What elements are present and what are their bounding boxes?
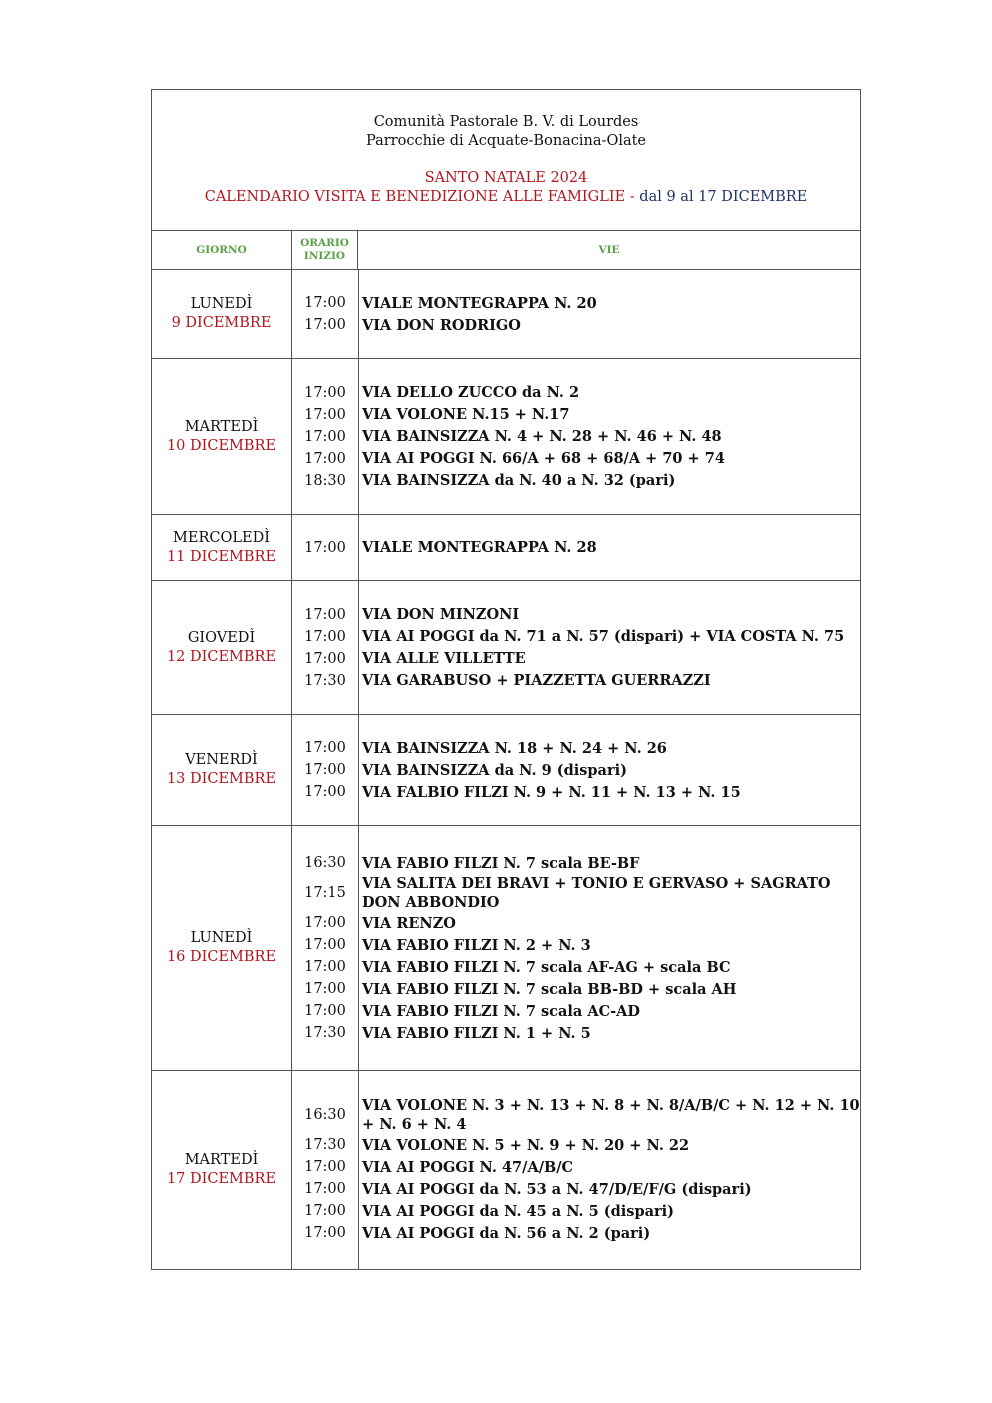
entry-street: VIALE MONTEGRAPPA N. 20 <box>362 294 597 312</box>
entry-street: VIA FABIO FILZI N. 2 + N. 3 <box>362 936 591 954</box>
schedule-entry <box>292 626 860 648</box>
day-date: 10 DICEMBRE <box>166 437 277 454</box>
entry-time: 17:00 <box>304 1003 346 1019</box>
schedule-entry <box>292 1022 860 1044</box>
schedule-entry <box>292 670 860 692</box>
entry-time: 18:30 <box>304 472 346 489</box>
entry-time: 17:00 <box>304 1181 346 1197</box>
day-cell <box>152 715 292 826</box>
schedule-entry <box>292 604 860 626</box>
day-row <box>152 581 861 715</box>
entry-time: 17:00 <box>304 1203 346 1219</box>
entry-time: 17:00 <box>304 628 346 645</box>
org-line-1: Comunità Pastorale B. V. di Lourdes <box>373 114 639 130</box>
schedule-entry <box>292 978 860 1000</box>
entry-time: 17:00 <box>304 539 346 556</box>
entry-street: VIA FALBIO FILZI N. 9 + N. 11 + N. 13 + N. 15 <box>362 783 741 801</box>
entry-street: VIA VOLONE N. 3 + N. 13 + N. 8 + N. 8/A/B/C + N. 12 + N. 10 + N. 6 + N. 4 <box>362 1097 860 1133</box>
schedule-entry <box>292 1000 860 1022</box>
entry-time: 17:00 <box>304 937 346 953</box>
column-header-row <box>152 231 861 270</box>
day-row <box>152 826 861 1071</box>
schedule-entry <box>292 1200 860 1222</box>
entry-street: VIA FABIO FILZI N. 7 scala AC-AD <box>362 1002 640 1020</box>
day-row <box>152 270 861 359</box>
schedule-entry <box>292 382 860 404</box>
entry-street: VIA BAINSIZZA N. 4 + N. 28 + N. 46 + N. 48 <box>362 428 722 445</box>
column-header-orario <box>292 231 358 270</box>
schedule-entry <box>292 292 860 314</box>
day-name: MERCOLEDÌ <box>173 529 270 546</box>
entry-street: VIA BAINSIZZA da N. 40 a N. 32 (pari) <box>362 472 676 489</box>
day-name: LUNEDÌ <box>190 930 253 946</box>
entry-street: VIA AI POGGI N. 66/A + 68 + 68/A + 70 + 74 <box>362 450 725 467</box>
entry-time: 17:30 <box>304 1025 346 1041</box>
entry-street: VIA AI POGGI da N. 56 a N. 2 (pari) <box>362 1224 651 1242</box>
entry-street: VIA FABIO FILZI N. 7 scala BB-BD + scala AH <box>362 980 737 998</box>
entry-time: 17:00 <box>304 406 346 423</box>
schedule-entry <box>292 1222 860 1244</box>
day-date: 13 DICEMBRE <box>166 771 277 787</box>
day-cell <box>152 1071 292 1270</box>
schedule-entry <box>292 874 860 912</box>
entry-time: 17:15 <box>304 885 346 901</box>
schedule-table <box>151 89 861 1270</box>
day-cell <box>152 581 292 715</box>
entries-cell <box>292 515 861 581</box>
day-name: MARTEDÌ <box>184 1152 259 1168</box>
entry-street: VIA DON MINZONI <box>362 606 520 623</box>
event-title: SANTO NATALE 2024 <box>424 170 588 186</box>
entry-time: 17:00 <box>304 915 346 931</box>
entry-time: 17:00 <box>304 1159 346 1175</box>
day-rows <box>152 270 861 1270</box>
schedule-entry <box>292 537 860 559</box>
entry-street: VIA FABIO FILZI N. 7 scala AF-AG + scala BC <box>362 958 731 976</box>
entries-cell <box>292 826 861 1071</box>
entry-time: 16:30 <box>304 1107 346 1123</box>
day-date: 12 DICEMBRE <box>166 648 277 665</box>
entry-street: VIA FABIO FILZI N. 1 + N. 5 <box>362 1024 591 1042</box>
day-date: 9 DICEMBRE <box>171 315 272 331</box>
entry-time: 17:00 <box>304 295 346 311</box>
document-header <box>152 90 861 231</box>
schedule-entry <box>292 470 860 492</box>
entry-street: VIA ALLE VILLETTE <box>362 650 526 667</box>
entry-time: 17:00 <box>304 384 346 401</box>
entry-time: 17:30 <box>304 672 346 689</box>
entry-time: 17:00 <box>304 317 346 333</box>
entry-time: 17:00 <box>304 784 346 800</box>
entries-cell <box>292 359 861 515</box>
entries-cell <box>292 1071 861 1270</box>
entries-cell <box>292 270 861 359</box>
entry-street: VIALE MONTEGRAPPA N. 28 <box>362 539 597 556</box>
org-line-2: Parrocchie di Acquate-Bonacina-Olate <box>365 133 647 149</box>
schedule-entry <box>292 912 860 934</box>
calendar-title: CALENDARIO VISITA E BENEDIZIONE ALLE FAMIGLIE - <box>204 189 635 205</box>
schedule-entry <box>292 426 860 448</box>
header-row <box>152 90 861 231</box>
entry-time: 17:00 <box>304 606 346 623</box>
entry-time: 16:30 <box>304 855 346 871</box>
entry-time: 17:00 <box>304 428 346 445</box>
day-date: 16 DICEMBRE <box>166 949 277 965</box>
schedule-entry <box>292 1096 860 1134</box>
entry-street: VIA RENZO <box>362 914 456 932</box>
day-cell <box>152 270 292 359</box>
day-name: LUNEDÌ <box>190 296 253 312</box>
schedule-entry <box>292 956 860 978</box>
column-header-vie: VIE <box>358 231 861 270</box>
day-row <box>152 715 861 826</box>
entry-time: 17:00 <box>304 959 346 975</box>
day-name: MARTEDÌ <box>184 418 259 435</box>
day-date: 17 DICEMBRE <box>166 1171 277 1187</box>
schedule-entry <box>292 934 860 956</box>
entry-time: 17:30 <box>304 1137 346 1153</box>
entries-cell <box>292 581 861 715</box>
day-name: VENERDÌ <box>185 752 258 768</box>
day-name: GIOVEDÌ <box>187 629 256 646</box>
day-row <box>152 1071 861 1270</box>
entry-time: 17:00 <box>304 450 346 467</box>
column-header-giorno: GIORNO <box>152 231 292 270</box>
schedule-entry <box>292 404 860 426</box>
column-header-orario-line2: INIZIO <box>303 250 346 262</box>
schedule-entry <box>292 759 860 781</box>
entry-street: VIA FABIO FILZI N. 7 scala BE-BF <box>362 854 640 872</box>
entry-time: 17:00 <box>304 740 346 756</box>
schedule-entry <box>292 1178 860 1200</box>
day-cell <box>152 826 292 1071</box>
entry-street: VIA GARABUSO + PIAZZETTA GUERRAZZI <box>362 672 711 689</box>
entry-street: VIA AI POGGI da N. 45 a N. 5 (dispari) <box>362 1202 674 1220</box>
day-date: 11 DICEMBRE <box>166 548 277 565</box>
entry-street: VIA VOLONE N.15 + N.17 <box>362 406 570 423</box>
entry-time: 17:00 <box>304 1225 346 1241</box>
day-cell <box>152 515 292 581</box>
entry-street: VIA BAINSIZZA da N. 9 (dispari) <box>362 761 627 779</box>
entry-street: VIA AI POGGI da N. 53 a N. 47/D/E/F/G (dispari) <box>362 1180 752 1198</box>
day-row <box>152 515 861 581</box>
schedule-entry <box>292 781 860 803</box>
schedule-entry <box>292 737 860 759</box>
day-row <box>152 359 861 515</box>
schedule-entry <box>292 852 860 874</box>
column-header-orario-line1: ORARIO <box>300 237 349 249</box>
entry-street: VIA SALITA DEI BRAVI + TONIO E GERVASO + SAGRATO DON ABBONDIO <box>362 875 831 911</box>
day-cell <box>152 359 292 515</box>
entry-street: VIA AI POGGI N. 47/A/B/C <box>362 1158 574 1176</box>
entry-street: VIA DELLO ZUCCO da N. 2 <box>362 384 580 401</box>
schedule-entry <box>292 1134 860 1156</box>
entry-street: VIA AI POGGI da N. 71 a N. 57 (dispari) + VIA COSTA N. 75 <box>362 628 845 645</box>
date-range: dal 9 al 17 DICEMBRE <box>639 189 808 205</box>
entry-street: VIA VOLONE N. 5 + N. 9 + N. 20 + N. 22 <box>362 1136 690 1154</box>
entry-street: VIA BAINSIZZA N. 18 + N. 24 + N. 26 <box>362 739 667 757</box>
schedule-entry <box>292 448 860 470</box>
entry-time: 17:00 <box>304 762 346 778</box>
schedule-entry <box>292 314 860 336</box>
entry-time: 17:00 <box>304 650 346 667</box>
calendar-title-line <box>152 188 860 207</box>
entries-cell <box>292 715 861 826</box>
entry-street: VIA DON RODRIGO <box>362 316 521 334</box>
schedule-entry <box>292 648 860 670</box>
schedule-entry <box>292 1156 860 1178</box>
entry-time: 17:00 <box>304 981 346 997</box>
